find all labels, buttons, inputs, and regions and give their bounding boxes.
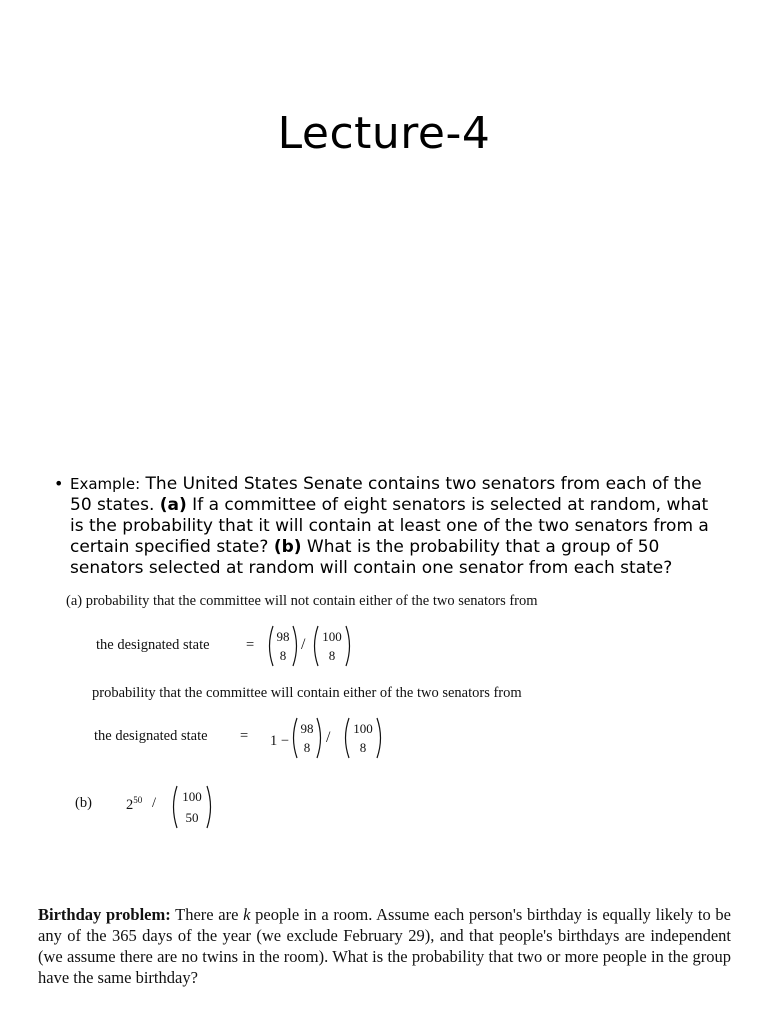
binom-100-8	[311, 624, 353, 668]
part-b-label: (b)	[273, 537, 302, 557]
birthday-problem	[38, 904, 731, 988]
example-text-3: What is the probability that a group of 50 senators selected at random will contain one senator from each state?	[70, 537, 673, 578]
binom-100-50	[170, 784, 214, 830]
binom-bottom: 8	[328, 648, 336, 663]
birthday-k: k	[243, 905, 251, 924]
solution-a-line-2: the designated state	[96, 637, 210, 653]
bullet-dot-icon: •	[54, 474, 64, 493]
power-base: 2	[126, 796, 134, 813]
solution-b-power	[126, 795, 142, 814]
binom-100-8	[342, 716, 384, 760]
equals-sign: =	[240, 728, 249, 744]
example-text	[70, 474, 712, 579]
example-text-2: If a committee of eight senators is selected at random, what is the probability that it will contain at least one of the two senators from a certain specified state?	[70, 495, 709, 557]
slash: /	[326, 729, 331, 746]
binom-98-8	[290, 716, 324, 760]
birthday-heading: Birthday problem:	[38, 905, 171, 924]
binom-top: 98	[300, 721, 314, 736]
binom-top: 100	[322, 629, 342, 644]
slash: /	[301, 636, 306, 653]
example-label: Example:	[70, 475, 141, 493]
binom-top: 98	[276, 629, 290, 644]
example-text-1: The United States Senate contains two senators from each of the 50 states.	[70, 474, 702, 515]
binom-bottom: 8	[279, 648, 287, 663]
binom-top: 100	[182, 789, 202, 804]
solution-b-label: (b)	[75, 795, 92, 811]
part-a-label: (a)	[159, 495, 187, 515]
solution-a-line-4: the designated state	[94, 728, 208, 744]
solution-a-line-3: probability that the committee will contain either of the two senators from	[92, 685, 522, 701]
one-minus: 1 −	[270, 733, 290, 749]
birthday-text-post: people in a room. Assume each person's birthday is equally likely to be any of the 365 days of the year (we exclude February 29), and that people's birthdays are independent (we assume there are no twins in the room). What is the probability that two or more people in the group have the same birthday?	[38, 905, 731, 987]
binom-bottom: 8	[303, 740, 311, 755]
slash: /	[152, 795, 157, 811]
page-title: Lecture-4	[277, 108, 491, 159]
solution-a-line-1: (a) probability that the committee will not contain either of the two senators from	[66, 593, 538, 609]
birthday-text-pre: There are	[170, 905, 244, 924]
binom-bottom: 8	[359, 740, 367, 755]
binom-bottom: 50	[185, 810, 199, 825]
binom-top: 100	[353, 721, 373, 736]
equals-sign: =	[246, 637, 255, 653]
binom-98-8	[266, 624, 300, 668]
power-exponent: 50	[133, 795, 143, 805]
example-bullet	[52, 474, 712, 592]
